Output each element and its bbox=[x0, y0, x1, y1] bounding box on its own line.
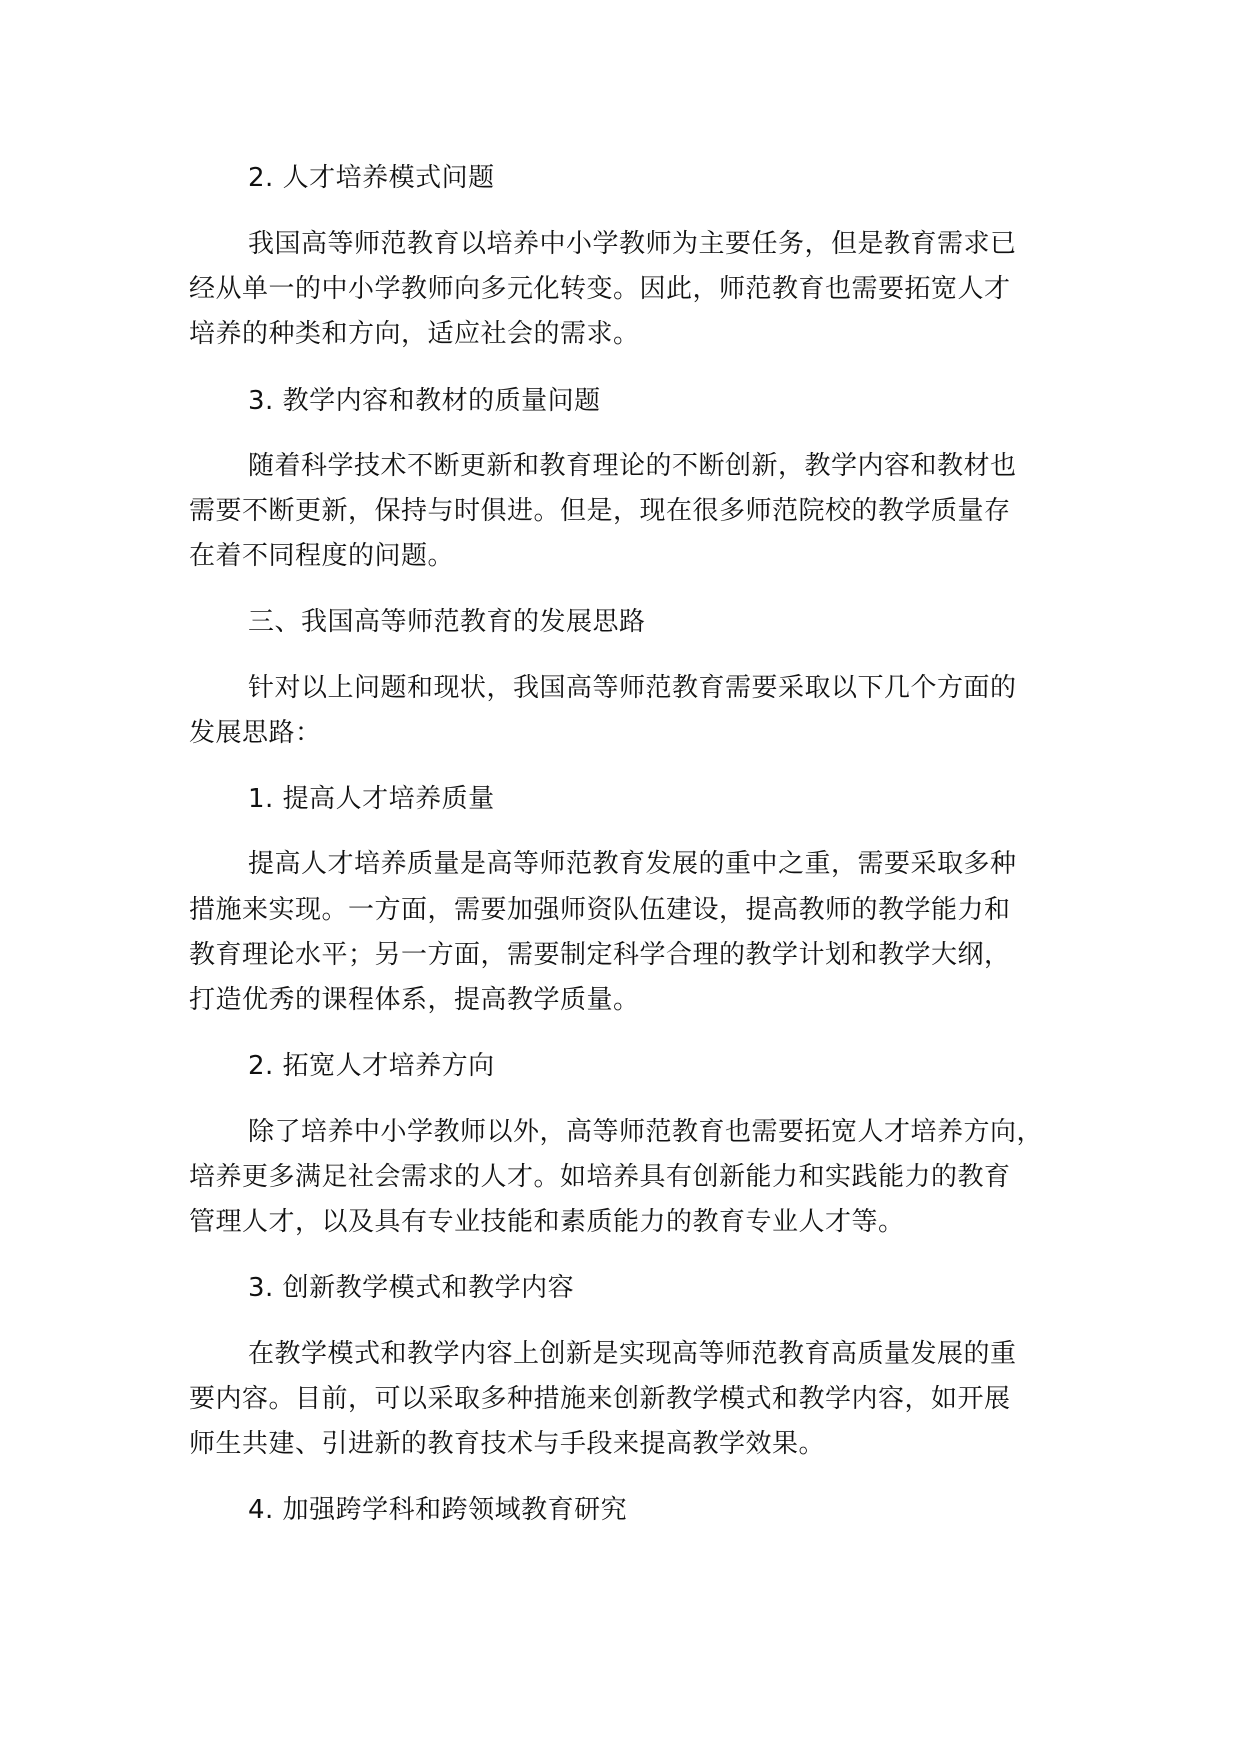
section-heading-development: 三、我国高等师范教育的发展思路 bbox=[248, 607, 646, 637]
paragraph-line: 培养更多满足社会需求的人才。如培养具有创新能力和实践能力的教育 bbox=[189, 1162, 1011, 1192]
paragraph-line: 打造优秀的课程体系，提高教学质量。 bbox=[189, 985, 640, 1015]
paragraph-line: 除了培养中小学教师以外，高等师范教育也需要拓宽人才培养方向， bbox=[248, 1117, 1044, 1147]
heading-content-quality: 3. 教学内容和教材的质量问题 bbox=[248, 386, 601, 416]
paragraph-line: 管理人才，以及具有专业技能和素质能力的教育专业人才等。 bbox=[189, 1207, 905, 1237]
paragraph-line: 发展思路： bbox=[189, 718, 322, 748]
heading-interdisciplinary: 4. 加强跨学科和跨领域教育研究 bbox=[248, 1495, 628, 1525]
heading-improve-quality: 1. 提高人才培养质量 bbox=[248, 784, 495, 814]
paragraph-line: 经从单一的中小学教师向多元化转变。因此，师范教育也需要拓宽人才 bbox=[189, 274, 1011, 304]
paragraph-line: 措施来实现。一方面，需要加强师资队伍建设，提高教师的教学能力和 bbox=[189, 895, 1011, 925]
paragraph-line: 针对以上问题和现状，我国高等师范教育需要采取以下几个方面的 bbox=[248, 673, 1017, 703]
heading-talent-model: 2. 人才培养模式问题 bbox=[248, 163, 495, 193]
heading-innovate-teaching: 3. 创新教学模式和教学内容 bbox=[248, 1273, 575, 1303]
paragraph-line: 需要不断更新，保持与时俱进。但是，现在很多师范院校的教学质量存 bbox=[189, 496, 1011, 526]
heading-broaden-direction: 2. 拓宽人才培养方向 bbox=[248, 1051, 495, 1081]
paragraph-line: 要内容。目前，可以采取多种措施来创新教学模式和教学内容，如开展 bbox=[189, 1384, 1011, 1414]
paragraph-line: 师生共建、引进新的教育技术与手段来提高教学效果。 bbox=[189, 1429, 826, 1459]
paragraph-line: 我国高等师范教育以培养中小学教师为主要任务，但是教育需求已 bbox=[248, 229, 1017, 259]
paragraph-line: 随着科学技术不断更新和教育理论的不断创新，教学内容和教材也 bbox=[248, 451, 1017, 481]
paragraph-line: 在着不同程度的问题。 bbox=[189, 541, 455, 571]
paragraph-line: 在教学模式和教学内容上创新是实现高等师范教育高质量发展的重 bbox=[248, 1339, 1017, 1369]
paragraph-line: 培养的种类和方向，适应社会的需求。 bbox=[189, 319, 640, 349]
paragraph-line: 教育理论水平；另一方面，需要制定科学合理的教学计划和教学大纲， bbox=[189, 940, 1011, 970]
paragraph-line: 提高人才培养质量是高等师范教育发展的重中之重，需要采取多种 bbox=[248, 849, 1017, 879]
